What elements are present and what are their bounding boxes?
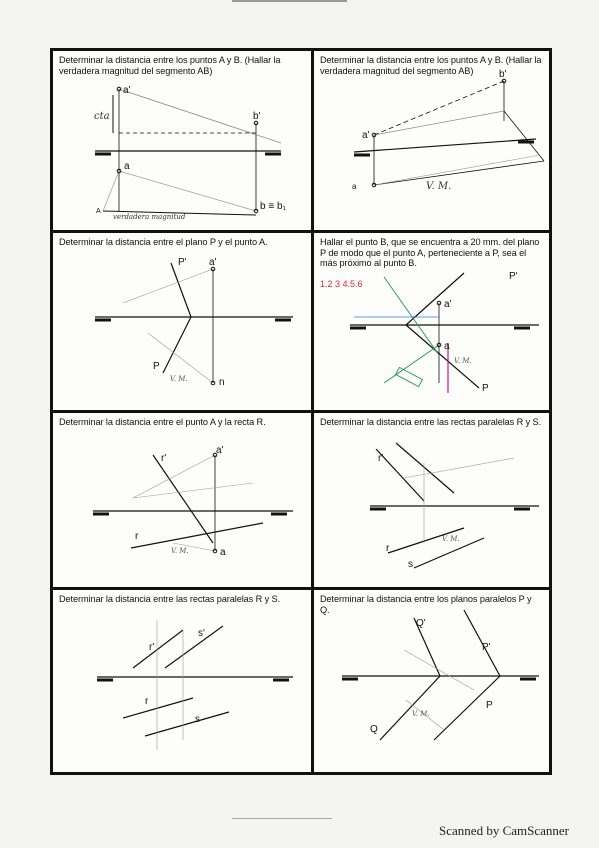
exercise-cell-5: [53, 413, 314, 590]
exercise-cell-1: [53, 51, 314, 233]
label-steps: 1.2 3 4.5.6: [320, 279, 363, 289]
label-b-b1: b ≡ b₁: [260, 201, 286, 212]
label-s: s: [195, 714, 200, 725]
exercise-cell-8: [314, 590, 549, 772]
exercise-cell-4: [314, 233, 549, 413]
scan-edge-mark: [232, 0, 347, 2]
scan-edge-mark: [232, 818, 332, 819]
label-b-prime: b': [499, 69, 507, 80]
diagram-parallel-planes: [314, 590, 549, 772]
diagram-plane-point: [53, 233, 311, 410]
label-Q: Q: [370, 724, 378, 735]
exercise-title: Determinar la distancia entre las rectas paralelas R y S.: [59, 594, 281, 604]
label-P: P: [482, 383, 489, 394]
label-a: a: [444, 341, 450, 352]
label-a: a: [220, 547, 226, 558]
label-P-prime: P': [482, 642, 491, 653]
diagram-points-ab-2: [314, 51, 549, 230]
exercise-sheet: [50, 48, 552, 775]
label-A: A: [96, 208, 101, 215]
label-r: r: [386, 543, 390, 554]
exercise-title: Determinar la distancia entre los puntos A y B. (Hallar la verdadera magnitud del segmento AB): [320, 55, 542, 76]
exercise-title: Determinar la distancia entre el plano P y el punto A.: [59, 237, 268, 247]
label-P-prime: P': [178, 257, 187, 268]
diagram-points-ab: [53, 51, 311, 230]
label-vm: V. M.: [171, 547, 189, 555]
diagram-parallel-lines-2: [53, 590, 311, 772]
label-s: s: [408, 559, 413, 570]
exercise-title: Determinar la distancia entre las rectas paralelas R y S.: [320, 417, 542, 427]
label-a-prime: a': [216, 445, 224, 456]
label-a-prime: a': [444, 299, 452, 310]
label-vm: V. M.: [426, 181, 452, 192]
label-r: r: [135, 531, 139, 542]
label-verdadera: verdadera magnitud: [113, 213, 186, 221]
label-r-prime: r': [161, 453, 167, 464]
scanner-watermark: Scanned by CamScanner: [439, 823, 569, 838]
diagram-point-b: [314, 233, 549, 410]
label-P: P: [153, 361, 160, 372]
diagram-point-line: [53, 413, 311, 587]
label-a-prime: a': [362, 130, 370, 141]
exercise-cell-7: [53, 590, 314, 772]
diagram-parallel-lines: [314, 413, 549, 587]
exercise-cell-2: [314, 51, 549, 233]
label-r-prime: r': [378, 453, 384, 464]
exercise-title: Determinar la distancia entre los planos paralelos P y Q.: [320, 594, 532, 615]
label-cota: cta: [94, 111, 110, 122]
label-a-prime: a': [123, 85, 131, 96]
label-b-prime: b': [253, 111, 261, 122]
exercise-cell-6: [314, 413, 549, 590]
exercise-title: Determinar la distancia entre los puntos A y B. (Hallar la verdadera magnitud del segmento AB): [59, 55, 281, 76]
label-P-prime: P': [509, 271, 518, 282]
exercise-cell-3: [53, 233, 314, 413]
label-vm: V. M.: [442, 535, 460, 543]
label-vm: V. M.: [170, 375, 188, 383]
label-n: n: [219, 377, 225, 388]
label-vm: V. M.: [412, 710, 430, 718]
label-a: a: [352, 182, 357, 191]
label-vm: V. M.: [454, 357, 472, 365]
label-a: a: [124, 161, 130, 172]
label-P: P: [486, 700, 493, 711]
label-s-prime: s': [198, 628, 205, 639]
exercise-title: Determinar la distancia entre el punto A y la recta R.: [59, 417, 266, 427]
label-a-prime: a': [209, 257, 217, 268]
label-r-prime: r': [149, 642, 155, 653]
label-r: r: [145, 696, 149, 707]
exercise-title: Hallar el punto B, que se encuentra a 20 mm. del plano P de modo que el punto A, perteneciente a P, sea el más próximo al punto B.: [320, 237, 540, 268]
label-Q-prime: Q': [416, 618, 426, 629]
